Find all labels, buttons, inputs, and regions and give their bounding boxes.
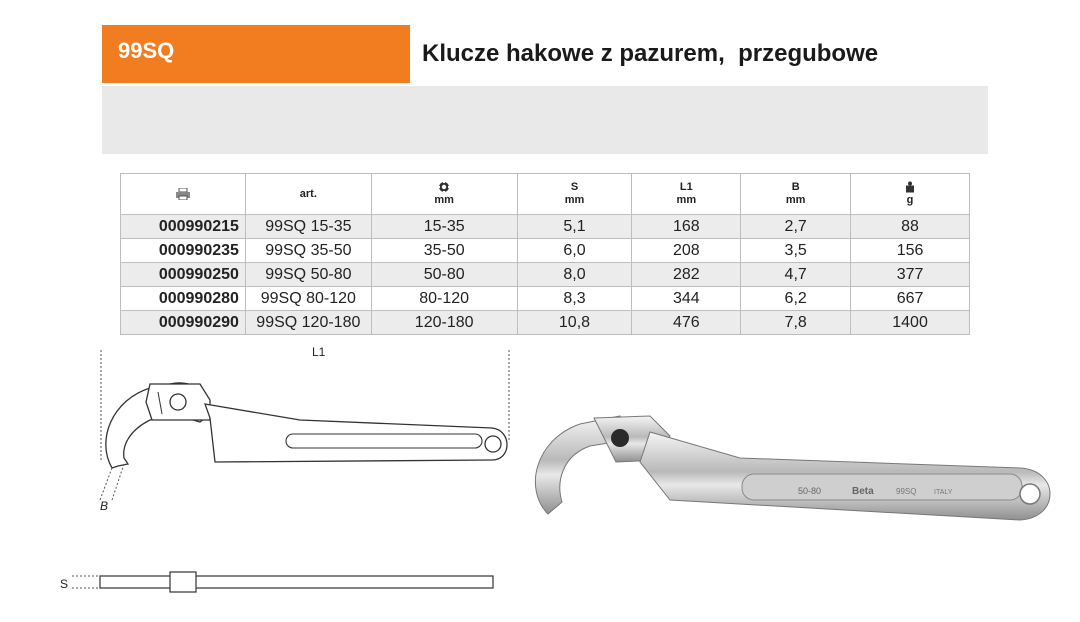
cell-order-code: 000990290 — [121, 311, 246, 335]
product-code: 99SQ — [118, 38, 175, 63]
pivot-pin — [611, 429, 629, 447]
description-band — [102, 86, 988, 154]
cell-weight: 667 — [851, 287, 970, 311]
wrench-photo — [520, 410, 1065, 530]
page-title: Klucze hakowe z pazurem, przegubowe — [422, 40, 879, 67]
printer-icon — [175, 188, 191, 200]
cell-b: 3,5 — [741, 239, 851, 263]
table-row — [121, 287, 970, 311]
cell-art: 99SQ 35-50 — [245, 239, 371, 263]
weight-icon — [905, 181, 915, 193]
header-b: B mm — [741, 174, 851, 215]
header-order-code — [121, 174, 246, 215]
engraving-origin: ITALY — [934, 489, 953, 496]
cell-weight: 156 — [851, 239, 970, 263]
gear-icon — [438, 181, 450, 193]
cell-order-code: 000990215 — [121, 215, 246, 239]
wrench-handle-outline — [205, 404, 507, 462]
cell-art: 99SQ 80-120 — [245, 287, 371, 311]
spec-table — [120, 173, 970, 335]
cell-weight: 1400 — [851, 311, 970, 335]
cell-l1: 344 — [632, 287, 741, 311]
cell-l1: 282 — [632, 263, 741, 287]
engraving-model: 99SQ — [896, 487, 917, 496]
cell-weight: 88 — [851, 215, 970, 239]
cell-range: 50-80 — [371, 263, 517, 287]
cell-art: 99SQ 120-180 — [245, 311, 371, 335]
cell-l1: 476 — [632, 311, 741, 335]
wrench-side-view — [100, 576, 493, 588]
header-art: art. — [245, 174, 371, 215]
cell-b: 4,7 — [741, 263, 851, 287]
cell-order-code: 000990250 — [121, 263, 246, 287]
cell-order-code: 000990235 — [121, 239, 246, 263]
header-weight: g — [851, 174, 970, 215]
table-row — [121, 311, 970, 335]
cell-art: 99SQ 15-35 — [245, 215, 371, 239]
cell-s: 5,1 — [517, 215, 632, 239]
table-row — [121, 215, 970, 239]
technical-drawing — [0, 340, 530, 622]
cell-l1: 208 — [632, 239, 741, 263]
cell-range: 15-35 — [371, 215, 517, 239]
cell-range: 120-180 — [371, 311, 517, 335]
dimension-l1-label: L1 — [312, 345, 326, 359]
cell-s: 10,8 — [517, 311, 632, 335]
cell-weight: 377 — [851, 263, 970, 287]
cell-s: 6,0 — [517, 239, 632, 263]
header-range: mm — [371, 174, 517, 215]
header-l1: L1 mm — [632, 174, 741, 215]
dimension-b-label: B — [100, 499, 109, 513]
cell-range: 80-120 — [371, 287, 517, 311]
engraving-size: 50-80 — [798, 486, 822, 496]
engraving-brand: Beta — [852, 486, 874, 497]
cell-s: 8,3 — [517, 287, 632, 311]
dimension-s-label: S — [60, 577, 69, 591]
cell-b: 2,7 — [741, 215, 851, 239]
cell-range: 35-50 — [371, 239, 517, 263]
cell-b: 6,2 — [741, 287, 851, 311]
table-row — [121, 263, 970, 287]
cell-s: 8,0 — [517, 263, 632, 287]
table-header-row — [121, 174, 970, 215]
cell-art: 99SQ 50-80 — [245, 263, 371, 287]
header-s: S mm — [517, 174, 632, 215]
table-row — [121, 239, 970, 263]
cell-l1: 168 — [632, 215, 741, 239]
cell-order-code: 000990280 — [121, 287, 246, 311]
cell-b: 7,8 — [741, 311, 851, 335]
